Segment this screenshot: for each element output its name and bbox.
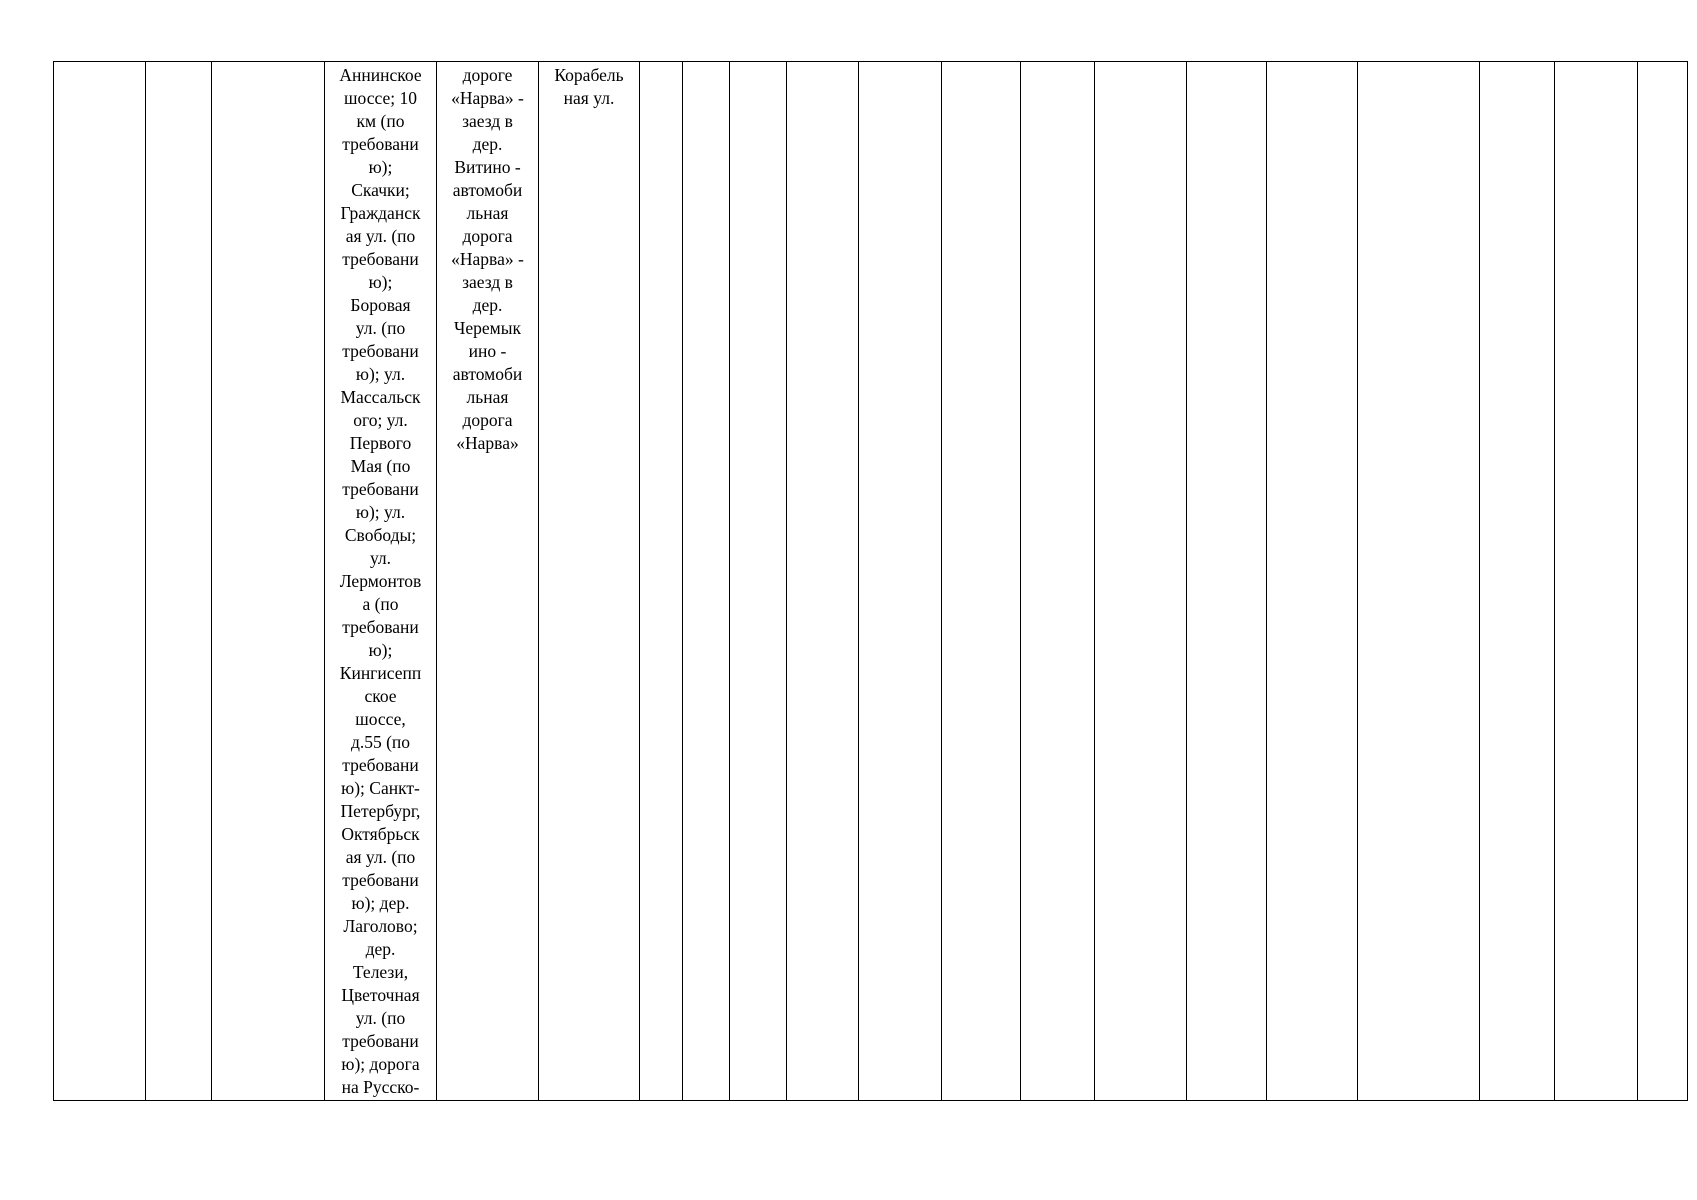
table-cell: [1021, 62, 1095, 1101]
table-row: [54, 62, 1688, 1101]
stops-cell: Аннинское шоссе; 10 км (по требовани ю); Скачки; Гражданск ая ул. (по требовани ю); Боровая ул. (по требовани ю); ул. Массальск ого; ул. Первого Мая (по требовани ю); ул. Свободы; ул. Лермонтов а (по требовани ю); Кингисепп ское шоссе, д.55 (по требовани ю); Санкт- Петербург, Октябрьск ая ул. (по требовани ю); дер. Лаголово; дер. Телези, Цветочная ул. (по требовани ю); дорога на Русско-: [325, 62, 437, 1101]
table-cell: [1187, 62, 1267, 1101]
table-cell: [683, 62, 730, 1101]
table-cell: [1480, 62, 1555, 1101]
roads-cell: дороге «Нарва» - заезд в дер. Витино - автомоби льная дорога «Нарва» - заезд в дер. Черемык ино - автомоби льная дорога «Нарва»: [437, 62, 539, 1101]
route-table: [53, 61, 1688, 1101]
table-cell: [1638, 62, 1688, 1101]
table-cell: [54, 62, 146, 1101]
table-cell: [942, 62, 1021, 1101]
table-cell: [1555, 62, 1638, 1101]
table-cell: [640, 62, 683, 1101]
table-cell: [730, 62, 787, 1101]
street-cell: Корабель ная ул.: [539, 62, 640, 1101]
table-cell: [787, 62, 859, 1101]
table-cell: [1095, 62, 1187, 1101]
table-cell: [212, 62, 325, 1101]
table-cell: [1267, 62, 1358, 1101]
table-cell: [859, 62, 942, 1101]
table-cell: [146, 62, 212, 1101]
table-cell: [1358, 62, 1480, 1101]
